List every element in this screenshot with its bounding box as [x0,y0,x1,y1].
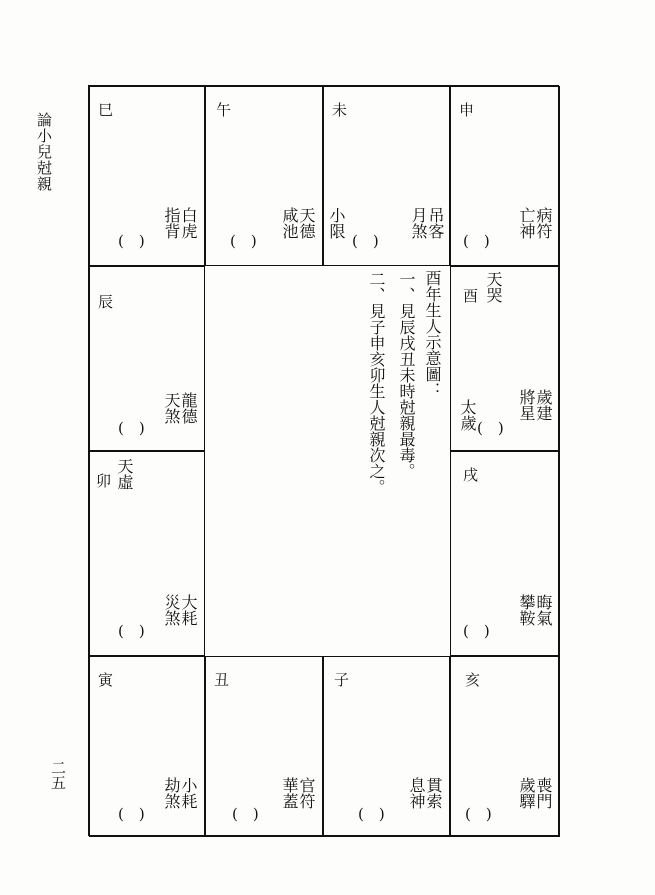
cell-si [89,86,205,266]
cell-xu [450,451,560,656]
star-label: 歲驛 [517,777,536,809]
cell-wu [205,86,323,266]
star-label: 將星 [517,389,536,421]
placeholder-parens: ( ) [465,805,492,823]
branch-label: 卯 [96,472,112,490]
placeholder-parens: ( ) [358,805,385,823]
note-title: 酉年生人示意圖： [423,270,442,398]
cell-chen [89,266,205,451]
star-label: 小耗 [179,777,198,809]
cell-wei [323,86,450,266]
star-label: 亡神 [517,207,536,239]
cell-hai [450,656,560,837]
note-line-1: 一、見辰戌丑未時尅親最毒。 [397,271,416,479]
star-label: 劫煞 [162,777,181,809]
star-label: 天煞 [162,392,181,424]
branch-label: 酉 [463,287,479,305]
placeholder-parens: ( ) [232,805,259,823]
star-label: 天德 [297,207,316,239]
star-label: 指背 [162,207,181,239]
branch-label: 寅 [98,671,114,689]
star-label: 華蓋 [280,777,299,809]
placeholder-parens: ( ) [477,419,504,437]
star-label: 歲建 [534,389,553,421]
placeholder-parens: ( ) [118,622,145,640]
branch-label: 巳 [98,101,114,119]
star-label: 攀鞍 [517,594,536,626]
note-line-2: 二、見子申亥卯生人尅親次之。 [367,271,386,495]
star-label: 息神 [407,777,426,809]
star-label: 晦氣 [534,594,553,626]
star-label: 喪門 [534,777,553,809]
branch-label: 午 [216,101,232,119]
placeholder-parens: ( ) [463,232,490,250]
branch-label: 戌 [463,466,479,484]
branch-label: 丑 [214,671,230,689]
star-label: 吊客 [426,207,445,239]
star-label: 天虛 [115,458,134,490]
birth-chart [88,85,559,836]
placeholder-parens: ( ) [352,232,379,250]
cell-you [450,266,560,451]
star-label: 官符 [297,777,316,809]
cell-mao [89,451,205,656]
star-label: 天哭 [484,271,503,303]
cell-zi [323,656,450,837]
star-label: 太歲 [458,399,477,431]
placeholder-parens: ( ) [118,232,145,250]
placeholder-parens: ( ) [463,622,490,640]
placeholder-parens: ( ) [118,419,145,437]
cell-yin [89,656,205,837]
star-label: 病符 [534,207,553,239]
star-label: 月煞 [409,207,428,239]
center-notes [205,266,450,656]
star-label: 貫索 [424,777,443,809]
star-label: 小限 [327,207,346,239]
branch-label: 子 [334,671,350,689]
branch-label: 未 [332,101,348,119]
branch-label: 申 [459,101,475,119]
star-label: 龍德 [179,392,198,424]
star-label: 咸池 [280,207,299,239]
branch-label: 亥 [465,671,481,689]
cell-shen [450,86,560,266]
placeholder-parens: ( ) [118,805,145,823]
placeholder-parens: ( ) [230,232,257,250]
cell-chou [205,656,323,837]
star-label: 大耗 [179,594,198,626]
star-label: 白虎 [179,207,198,239]
page-number: 二五 [49,760,67,790]
side-title: 論小兒尅親 [35,112,53,192]
branch-label: 辰 [98,293,114,311]
star-label: 災煞 [162,594,181,626]
